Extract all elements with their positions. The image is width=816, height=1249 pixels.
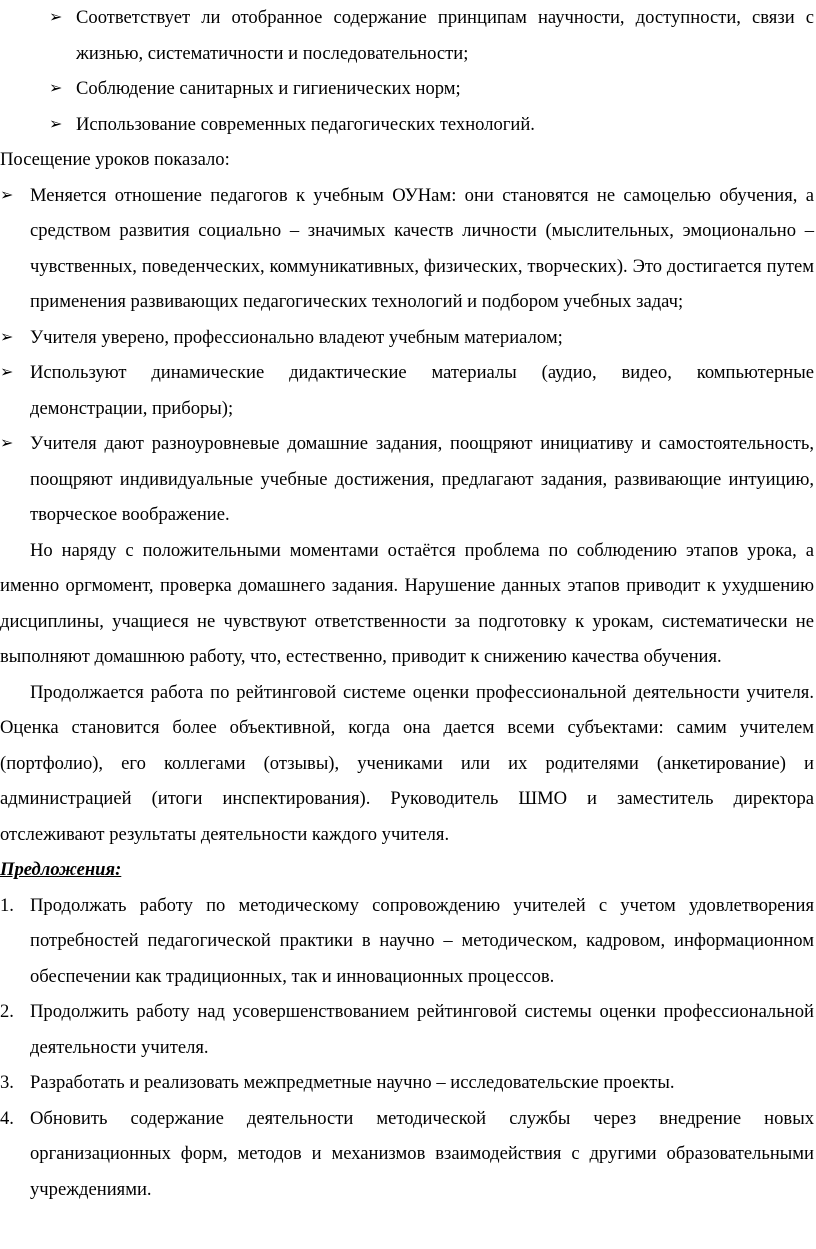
item-number: 1. bbox=[0, 894, 14, 916]
proposals-heading: Предложения: bbox=[0, 859, 122, 880]
numbered-item bbox=[0, 1065, 814, 1101]
arrow-bullet-icon: ➢ bbox=[49, 115, 63, 133]
arrow-bullet-icon: ➢ bbox=[0, 435, 14, 452]
list-item-text: Меняется отношение педагогов к учебным ОУНам: они становятся не самоцелью обучения, а средством развития социально – значимых качеств личности (мыслительных, эмоционально – чувственных, поведенческих, коммуникативных, физических, творческих). Это достигается путем применения развивающих педагогических технологий и подбором учебных задач; bbox=[30, 184, 814, 312]
numbered-item bbox=[0, 994, 814, 1065]
list-item bbox=[0, 71, 814, 107]
arrow-bullet-icon: ➢ bbox=[49, 80, 63, 97]
list-item bbox=[0, 320, 814, 356]
arrow-bullet-icon: ➢ bbox=[0, 364, 14, 381]
list-item bbox=[0, 426, 814, 533]
list-item-text: Соблюдение санитарных и гигиенических норм; bbox=[76, 78, 461, 99]
list-item bbox=[0, 178, 814, 320]
numbered-item bbox=[0, 1101, 814, 1208]
arrow-bullet-icon: ➢ bbox=[49, 9, 63, 26]
item-number: 4. bbox=[0, 1107, 14, 1129]
numbered-item-text: Продолжать работу по методическому сопровождению учителей с учетом удовлетворения потребностей педагогической практики в научно – методическом, кадровом, информационном обеспечении как традиционных, так и инновационных процессов. bbox=[30, 894, 814, 987]
numbered-item-text: Обновить содержание деятельности методической службы через внедрение новых организационных форм, методов и механизмов взаимодействия с другими образовательными учреждениями. bbox=[30, 1107, 814, 1200]
list-item-text: Учителя уверено, профессионально владеют учебным материалом; bbox=[30, 326, 563, 348]
list-item bbox=[0, 0, 814, 71]
item-number: 2. bbox=[0, 1001, 14, 1022]
arrow-bullet-icon: ➢ bbox=[0, 328, 14, 346]
numbered-item bbox=[0, 888, 814, 995]
list-item bbox=[0, 355, 814, 426]
list-item-text: Использование современных педагогических технологий. bbox=[76, 113, 535, 135]
list-item-text: Учителя дают разноуровневые домашние задания, поощряют инициативу и самостоятельность, поощряют индивидуальные учебные достижения, предлагают задания, развивающие интуицию, творческое воображение. bbox=[30, 433, 814, 525]
numbered-item-text: Продолжить работу над усовершенствованием рейтинговой системы оценки профессиональной деятельности учителя. bbox=[30, 1001, 814, 1058]
list-item bbox=[0, 107, 814, 143]
body-paragraph: Продолжается работа по рейтинговой системе оценки профессиональной деятельности учителя. Оценка становится более объективной, когда она дается всеми субъектами: самим учителем (портфолио), его коллегами (отзывы), учениками или их родителями (анкетирование) и администрацией (итоги инспектирования). Руководитель ШМО и заместитель директора отслеживают результаты деятельности каждого учителя. bbox=[0, 681, 814, 845]
visits-intro: Посещение уроков показало: bbox=[0, 149, 230, 170]
arrow-bullet-icon: ➢ bbox=[0, 186, 14, 204]
list-item-text: Используют динамические дидактические материалы (аудио, видео, компьютерные демонстрации, приборы); bbox=[30, 362, 814, 419]
body-paragraph: Но наряду с положительными моментами остаётся проблема по соблюдению этапов урока, а именно оргмомент, проверка домашнего задания. Нарушение данных этапов приводит к ухудшению дисциплины, учащиеся не чувствуют ответственности за подготовку к урокам, систематически не выполняют домашнюю работу, что, естественно, приводит к снижению качества обучения. bbox=[0, 539, 814, 667]
list-item-text: Соответствует ли отобранное содержание принципам научности, доступности, связи с жизнью, систематичности и последовательности; bbox=[76, 7, 814, 64]
numbered-item-text: Разработать и реализовать межпредметные научно – исследовательские проекты. bbox=[30, 1072, 675, 1093]
item-number: 3. bbox=[0, 1072, 14, 1093]
